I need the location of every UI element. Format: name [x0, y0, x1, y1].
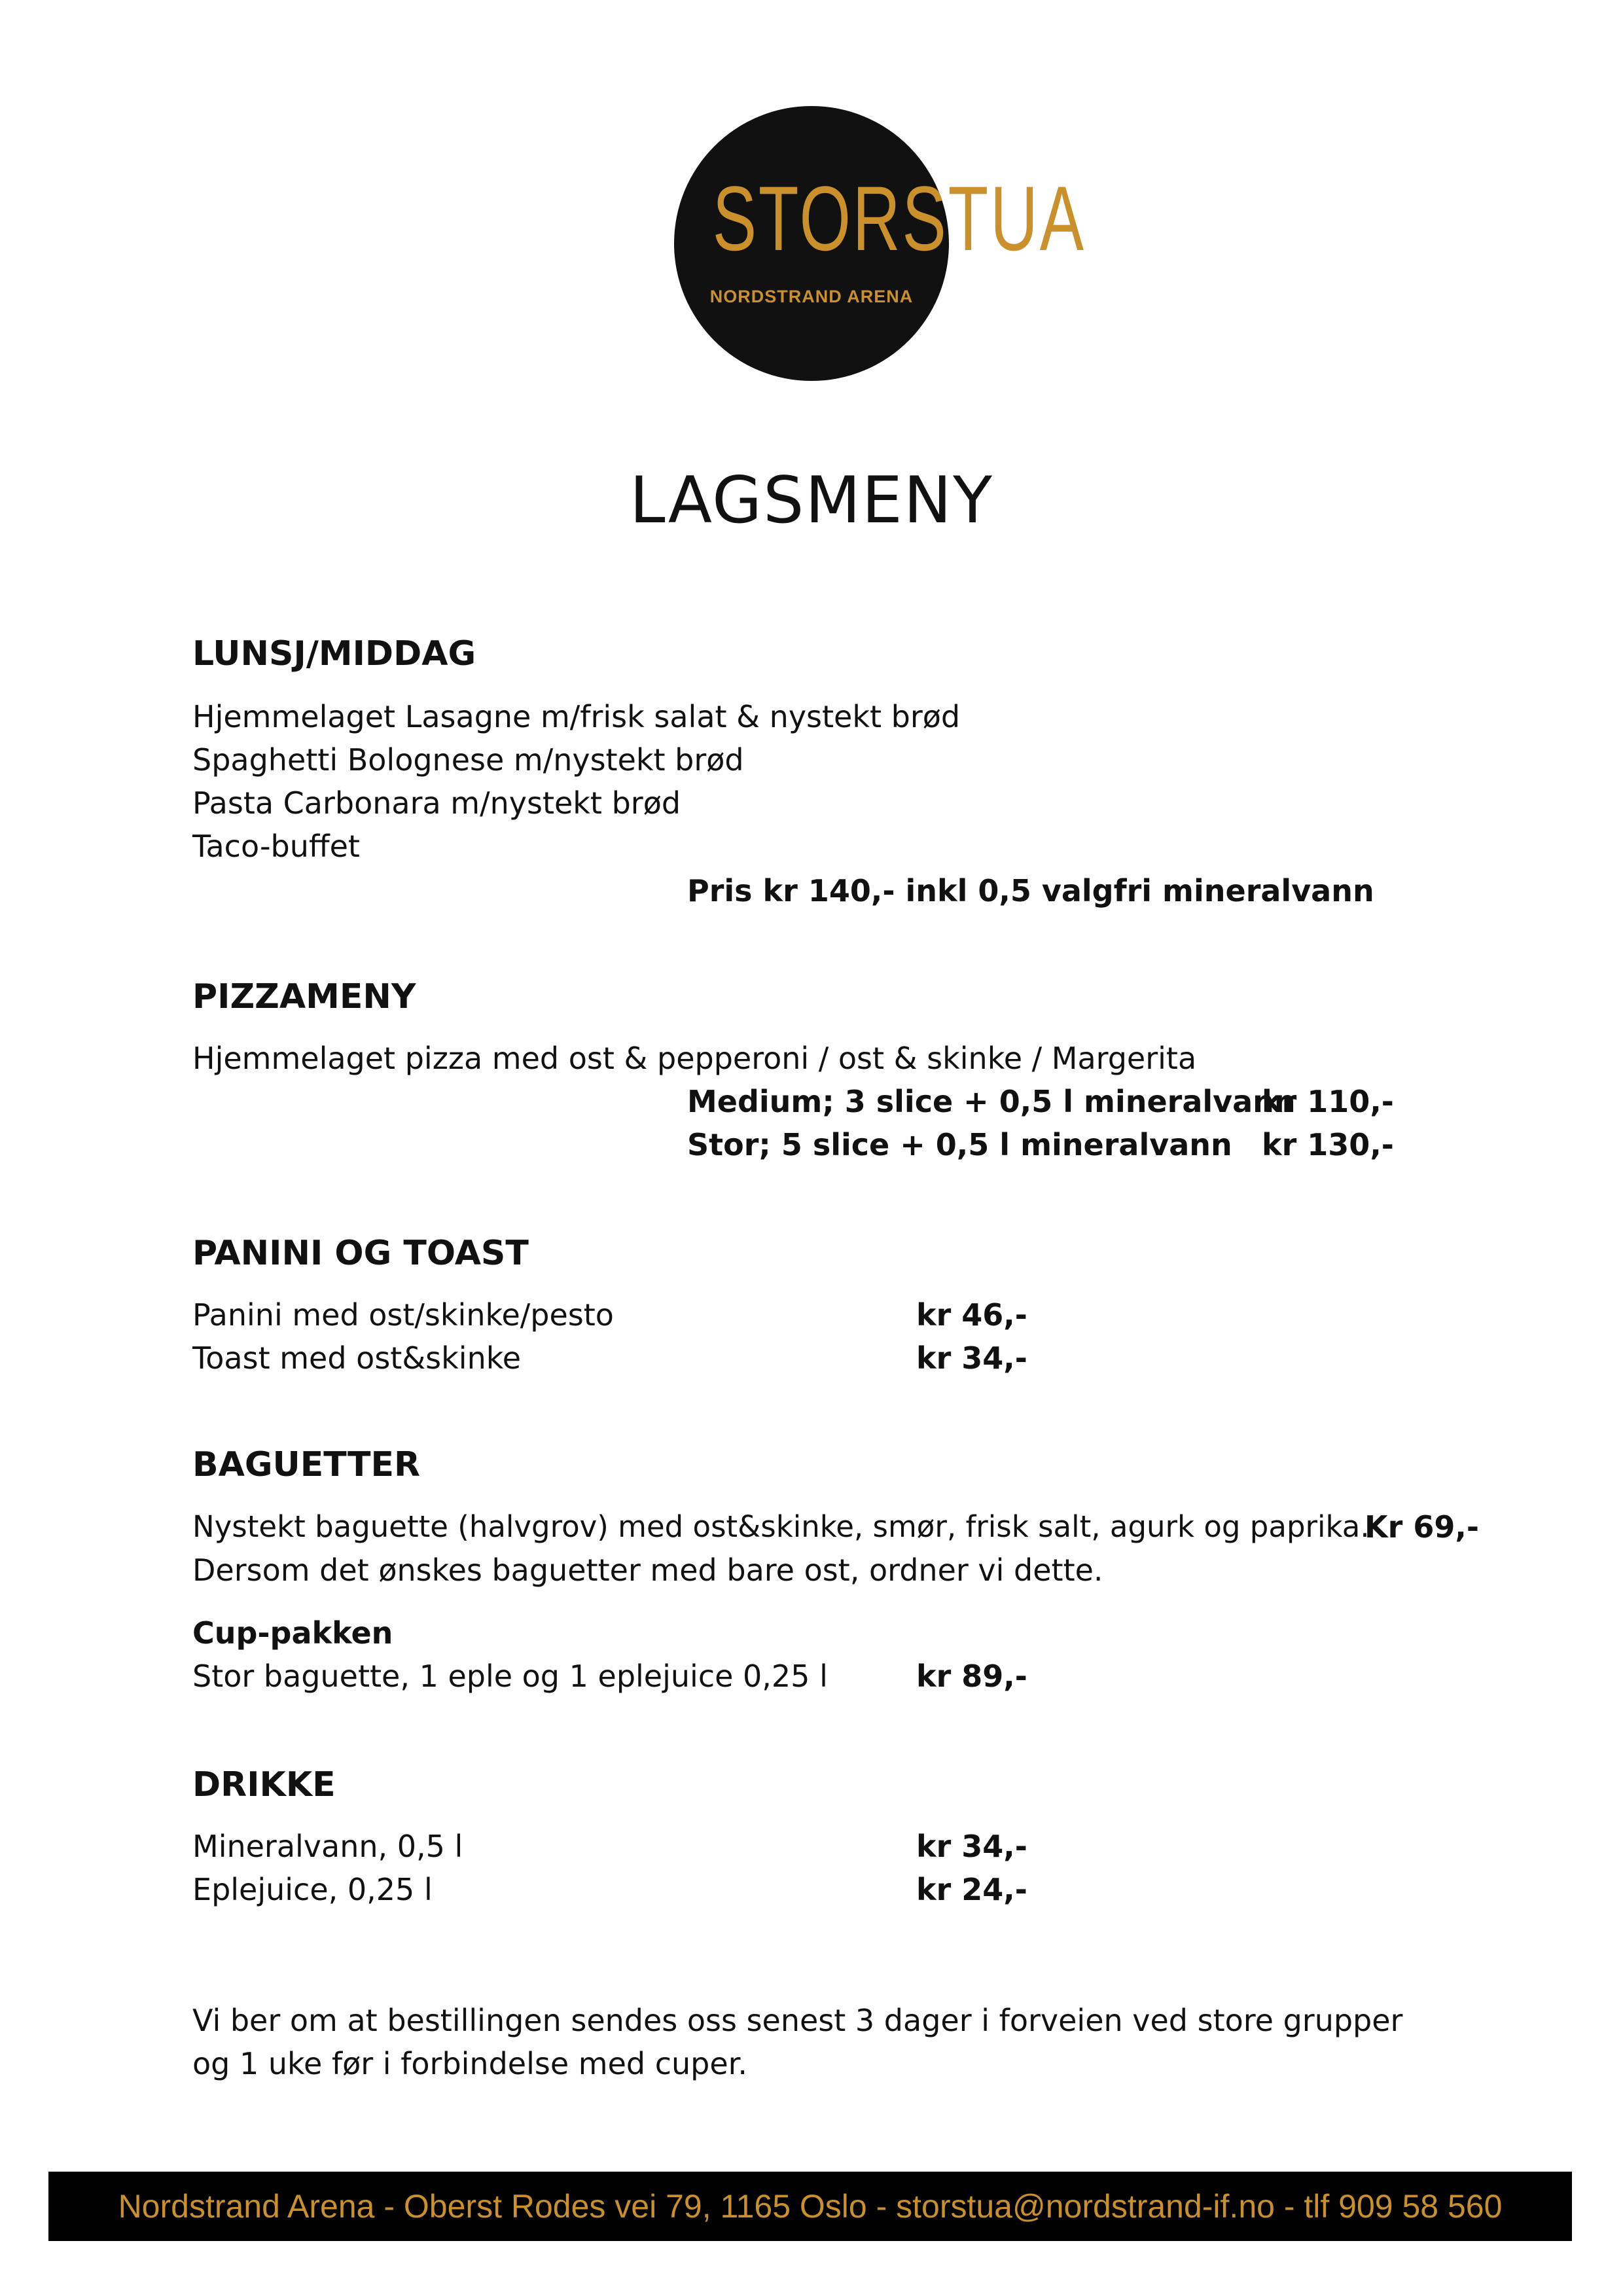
menu-item: Pasta Carbonara m/nystekt brød: [192, 785, 681, 821]
menu-item-price: kr 24,-: [916, 1872, 1027, 1907]
cup-pakken-heading: Cup-pakken: [192, 1615, 393, 1651]
page-title: LAGSMENY: [630, 463, 993, 538]
menu-item: Panini med ost/skinke/pesto: [192, 1297, 614, 1333]
footer-contact: Nordstrand Arena - Oberst Rodes vei 79, 1165 Oslo - storstua@nordstrand-if.no - tlf 909 58 560: [118, 2188, 1503, 2225]
menu-item: Mineralvann, 0,5 l: [192, 1829, 463, 1864]
menu-item-price: kr 34,-: [916, 1340, 1027, 1376]
menu-item: Toast med ost&skinke: [192, 1340, 522, 1376]
menu-item: Taco-buffet: [192, 829, 360, 864]
section-heading-lunsj: LUNSJ/MIDDAG: [192, 634, 476, 673]
cup-pakken-item: Stor baguette, 1 eple og 1 eplejuice 0,25 l: [192, 1659, 828, 1694]
menu-item: Eplejuice, 0,25 l: [192, 1872, 433, 1907]
cup-pakken-price: kr 89,-: [916, 1659, 1027, 1694]
logo-subtitle: NORDSTRAND ARENA: [709, 287, 914, 306]
section-heading-panini: PANINI OG TOAST: [192, 1234, 529, 1273]
pizza-option-label: Stor; 5 slice + 0,5 l mineralvann: [687, 1127, 1232, 1162]
menu-item-price: kr 46,-: [916, 1297, 1027, 1333]
pizza-description: Hjemmelaget pizza med ost & pepperoni / ost & skinke / Margerita: [192, 1041, 1197, 1076]
order-note: og 1 uke før i forbindelse med cuper.: [192, 2046, 747, 2081]
section-heading-pizza: PIZZAMENY: [192, 977, 416, 1016]
lunsj-price: Pris kr 140,- inkl 0,5 valgfri mineralvann: [687, 873, 1374, 908]
menu-item: Hjemmelaget Lasagne m/frisk salat & nystekt brød: [192, 699, 961, 734]
section-heading-drikke: DRIKKE: [192, 1765, 336, 1804]
pizza-option-price: kr 110,-: [1262, 1084, 1394, 1119]
storstua-logo: [674, 106, 1086, 381]
section-heading-baguetter: BAGUETTER: [192, 1445, 421, 1484]
baguette-description: Nystekt baguette (halvgrov) med ost&skinke, smør, frisk salt, agurk og paprika.: [192, 1509, 1370, 1544]
menu-item: Spaghetti Bolognese m/nystekt brød: [192, 742, 744, 778]
baguette-note: Dersom det ønskes baguetter med bare ost, ordner vi dette.: [192, 1552, 1103, 1588]
footer-bar: [48, 2172, 1572, 2241]
pizza-option-label: Medium; 3 slice + 0,5 l mineralvann: [687, 1084, 1296, 1119]
baguette-price: Kr 69,-: [1364, 1509, 1479, 1545]
pizza-option-price: kr 130,-: [1262, 1127, 1394, 1162]
order-note: Vi ber om at bestillingen sendes oss senest 3 dager i forveien ved store grupper: [192, 2003, 1403, 2038]
menu-item-price: kr 34,-: [916, 1829, 1027, 1864]
logo-name: STORSTUA: [712, 167, 1086, 270]
